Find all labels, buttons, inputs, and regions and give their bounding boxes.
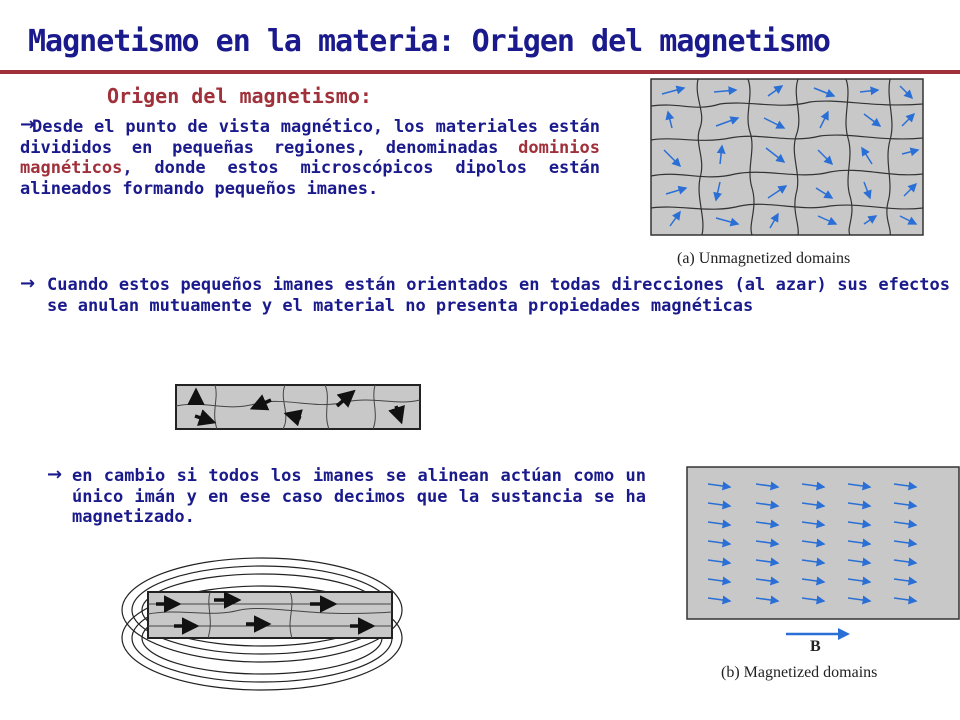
bullet-arrow-icon: → (47, 464, 63, 485)
paragraph-magnetized: en cambio si todos los imanes se alinean actúan como un único imán y en ese caso decimos que la sustancia se ha magnetizado. (72, 466, 646, 527)
magnetized-domains-figure (686, 466, 960, 620)
field-label: B (810, 638, 821, 655)
paragraph-domains-start: Desde el punto de vista magnético, los materiales están divididos en pequeñas regiones, denominadas (20, 117, 600, 158)
paragraph-random-orientation: Cuando estos pequeños imanes están orientados en todas direcciones (al azar) sus efectos se anulan mutuamente y el material no presenta propiedades magnéticas (47, 275, 950, 316)
section-subtitle: Origen del magnetismo: (107, 84, 372, 108)
paragraph-domains-end: , donde estos microscópicos dipolos están alineados formando pequeños imanes. (20, 158, 600, 199)
bullet-arrow-icon: → (20, 273, 36, 294)
title-underline (0, 70, 960, 74)
unmagnetized-caption: (a) Unmagnetized domains (677, 250, 851, 267)
unmagnetized-domains-figure (650, 78, 924, 236)
magnetized-caption: (b) Magnetized domains (721, 664, 878, 681)
paragraph-domains (20, 117, 600, 199)
magnetized-bar-field-lines (110, 548, 410, 700)
random-magnets-bar (175, 384, 421, 430)
page-title: Magnetismo en la materia: Origen del magnetismo (28, 24, 830, 59)
highlight-magnetic-domains: dominios magnéticos (20, 137, 600, 178)
bullet-arrow-icon: → (20, 114, 36, 135)
